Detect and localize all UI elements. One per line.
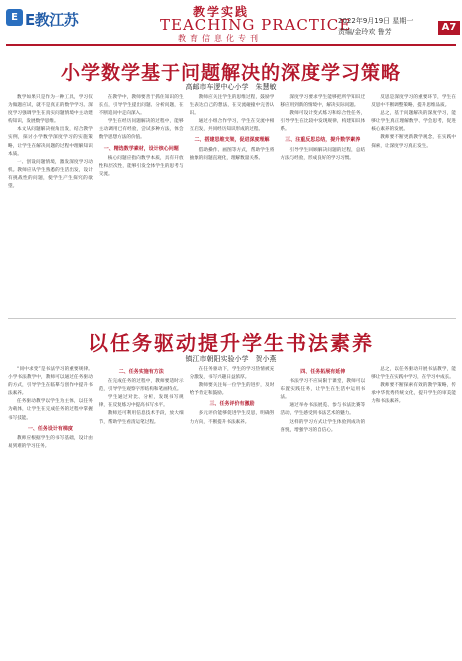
section-subtitle: 教育信息化专刊 — [178, 34, 262, 43]
paragraph: 总之，基于问题解决的深度学习，能够让学生真正理解数学、学会思考，促进核心素养的发展。 — [371, 111, 456, 133]
section-heading: 三、任务评价有激励 — [209, 401, 255, 408]
paragraph: 书法学习不应局限于课堂，教师可以布置实践任务，让学生在生活中运用书法。 — [280, 379, 366, 401]
paragraph: “同中求变”是书法学习的重要规律。小学书法教学中，教师可以通过任务驱动的方式，引导学生在临摹与创作中提升书法素养。 — [8, 367, 93, 397]
paragraph: 总之，以任务驱动开展书法教学，能够让学生在实践中学习，在学习中成长。 — [371, 367, 456, 381]
paragraph: 教师应关注学生的思维过程，鼓励学生表达自己的想法，在交流碰撞中完善认识。 — [189, 95, 275, 117]
issue-date: 2022年9月19日 星期一 — [338, 17, 414, 25]
paragraph: 教师还可利用信息技术手段，放大细节，帮助学生看清运笔过程。 — [98, 411, 184, 425]
paragraph: 引导学生回顾解决问题的过程，总结方法与经验，形成良好的学习习惯。 — [280, 147, 366, 161]
article1-column — [190, 94, 275, 314]
article2-column — [8, 366, 93, 656]
paragraph: 任务驱动教学以学生为主体，以任务为载体，让学生在完成任务的过程中掌握书写技能。 — [8, 399, 93, 421]
article-1-title: 小学数学基于问题解决的深度学习策略 — [60, 62, 401, 84]
article1-column — [371, 94, 456, 314]
paragraph: 数学如果只是作为一种工具，学习仅为做题应试，就不是真正的数学学习。深度学习强调学生在真实问题情境中主动建构知识，发展数学思维。 — [8, 95, 93, 125]
paragraph: 多元评价能够促进学生反思，明确努力方向，不断提升书法素养。 — [189, 411, 275, 425]
paragraph: 反思是深度学习的重要环节，学生在反思中不断调整策略，提升思维品质。 — [371, 95, 456, 109]
article-2-byline: 镇江市朝阳实验小学 贺小燕 — [185, 355, 277, 363]
article1-column — [8, 94, 93, 314]
logo-icon: E — [6, 9, 23, 26]
paragraph: 在完成任务的过程中，教师要适时示范，引导学生观察字形结构和笔画特点。 — [98, 379, 184, 393]
paragraph: 教师应根据学生的书写基础，设计由易到难的学习任务。 — [8, 435, 93, 449]
article-divider — [8, 318, 456, 319]
section-heading: 四、任务拓展有延伸 — [300, 369, 346, 375]
paragraph: 通过小组合作学习，学生在交流中相互启发，共同经历知识形成的过程。 — [189, 119, 275, 133]
paragraph: 一、创设问题情境，激发深度学习动机。教师应从学生熟悉的生活出发，设计有挑战性的问题，使学生产生探究的欲望。 — [8, 159, 93, 190]
article-1-body — [8, 94, 456, 314]
section-heading: 一、精选数学素材，设计核心问题 — [103, 145, 179, 152]
masthead-rule — [6, 44, 456, 46]
article1-column — [99, 94, 184, 314]
paragraph: 在任务驱动下，学生的学习热情被充分激发，书写兴趣日益浓厚。 — [189, 367, 275, 381]
paragraph: 学生在经历问题解决的过程中，能够主动调用已有经验，尝试多种方法，体会数学思想方法的价值。 — [98, 119, 184, 141]
section-heading: 一、任务设计有梯度 — [27, 425, 73, 432]
paragraph: 教师要关注每一位学生的进步，及时给予肯定和鼓励。 — [189, 383, 275, 397]
article-2-body — [8, 366, 456, 656]
article1-column — [280, 94, 365, 314]
article2-column — [190, 366, 275, 656]
paragraph: 教师要不断更新教学观念，在实践中探索，让深度学习真正发生。 — [371, 135, 456, 149]
section-heading: 三、注重反思总结，提升数学素养 — [285, 137, 361, 144]
section-title: 教学实践 — [193, 5, 250, 19]
section-title-en: TEACHING PRACTICE — [160, 16, 352, 34]
article2-column — [99, 366, 184, 656]
paragraph: 这样的学习方式让学生体验到成功的喜悦，增强学习的自信心。 — [280, 419, 366, 433]
article-1-byline: 高邮市车逻中心小学 朱慧敏 — [185, 83, 277, 91]
paragraph: 借助操作、画图等方式，帮助学生将抽象的问题直观化，理解数量关系。 — [189, 147, 275, 161]
paragraph: 教师可设计变式练习和综合性任务，引导学生在比较中发现规律，构建知识体系。 — [280, 111, 366, 133]
section-heading: 二、任务实施有方法 — [118, 369, 164, 375]
article2-column — [280, 366, 365, 656]
page-number: A7 — [438, 21, 460, 35]
masthead — [0, 0, 462, 44]
paragraph: 通过举办书法展览、参与书法比赛等活动，学生感受到书法艺术的魅力。 — [280, 403, 366, 417]
paragraph: 教师要不断探索有效的教学策略，传承中华优秀传统文化，提升学生的审美能力和书法素养。 — [371, 383, 456, 405]
paragraph: 学生通过对比、分析，发现书写规律，在反复练习中提高书写水平。 — [98, 395, 184, 409]
article-2-title: 以任务驱动提升学生书法素养 — [88, 331, 374, 355]
paragraph: 在教学中，教师要善于抓住知识的生长点，引导学生提出问题、分析问题，在不断追问中走向深入。 — [98, 95, 184, 117]
paragraph: 深度学习要求学生能够把所学知识迁移应用到新的情境中，解决实际问题。 — [280, 95, 366, 109]
editors: 责编/金玲欢 鲁芳 — [338, 28, 392, 36]
section-heading: 二、搭建思维支架，促进深度理解 — [194, 137, 270, 144]
paragraph: 本文从问题解决视角出发，结合教学实例，探讨小学数学深度学习的实施策略，让学生在解决问题的过程中理解知识本质。 — [8, 127, 93, 157]
paragraph: 核心问题应指向数学本质，具有开放性和层次性，能够引发全体学生的思考与交流。 — [98, 155, 184, 177]
logo-text: E教江苏 — [25, 11, 79, 29]
article2-column — [371, 366, 456, 656]
